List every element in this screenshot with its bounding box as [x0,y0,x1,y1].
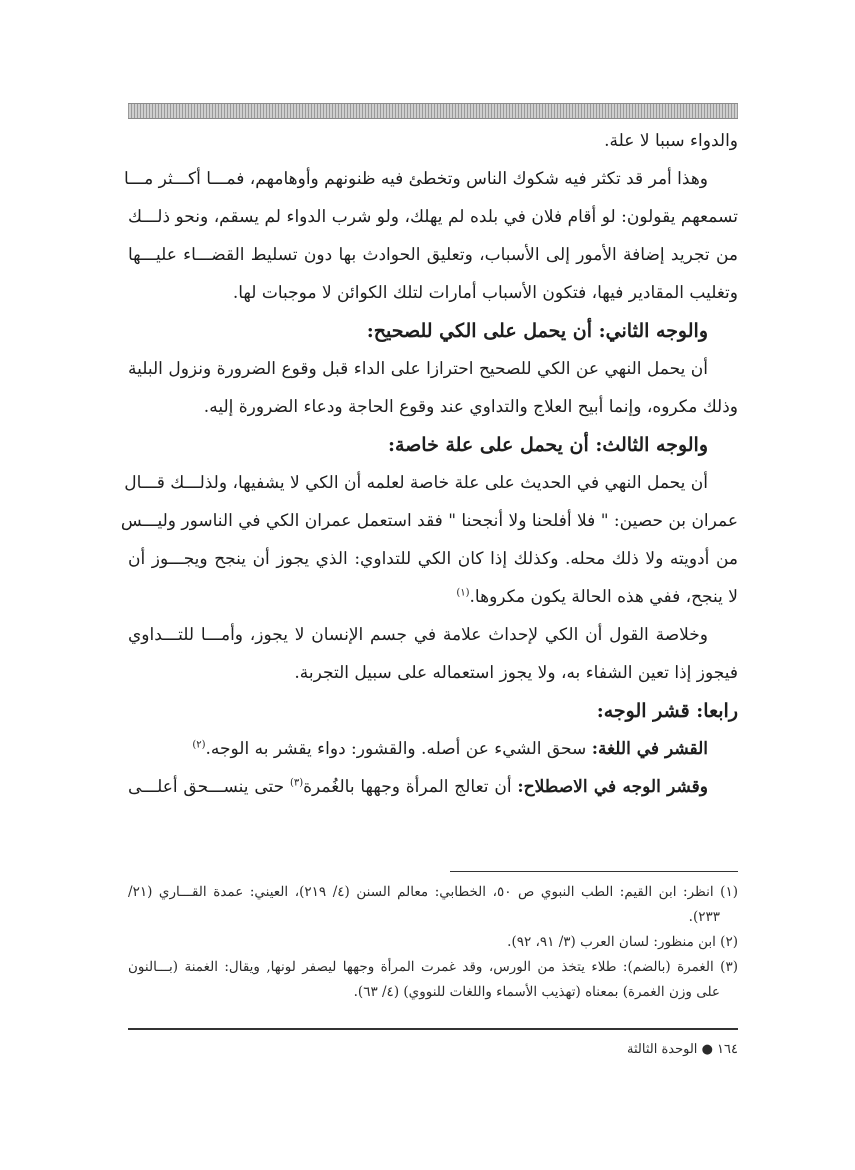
footnote-1 [128,880,738,930]
page-number: ١٦٤ [717,1042,738,1057]
footnote-line: (٢) ابن منظور: لسان العرب (٣/ ٩١، ٩٢). [507,934,738,950]
footnote-line: (١) انظر: ابن القيم: الطب النبوي ص ٥٠، الخطابي: معالم السنن (٤/ ٢١٩)، العيني: عمدة القـــاري (٢١/ [128,884,738,900]
footnote-3 [128,955,738,1005]
text-line: من تجريد إضافة الأمور إلى الأسباب، وتعليق الحوادث بها دون تسليط القضـــاء عليـــها [128,245,738,265]
text-line: وتغليب المقادير فيها، فتكون الأسباب أمارات لتلك الكوائن لا موجبات لها. [232,283,738,303]
header-band [128,103,738,119]
paragraph-5: القشر في اللغة: سحق الشيء عن أصله. والقشور: دواء يقشر به الوجه.$^{(٢)}$ [192,739,708,759]
footnote-line: (٣) الغمرة (بالضم): طلاء يتخذ من الورس، وقد غمرت المرأة وجهها ليصفر لونها, ويقال: الغمنة (بـــالنون [128,959,738,975]
text-line: لا ينجح، ففي هذه الحالة يكون مكروها.$^{(١)}$ [456,587,738,607]
page-footer [560,1042,738,1057]
footnote-line: على وزن الغمرة) بمعناه (تهذيب الأسماء واللغات للنووي) (٤/ ٦٣). [353,984,720,1000]
section-heading-fourth: رابعا: قشر الوجه: [596,700,738,722]
text-line: وخلاصة القول أن الكي لإحداث علامة في جسم الإنسان لا يجوز، وأمـــا للتـــداوي [128,625,708,645]
footnotes [128,880,738,1005]
paragraph-1 [123,160,738,312]
paragraph-3 [120,464,738,616]
section-heading-third: والوجه الثالث: أن يحمل على علة خاصة: [387,434,708,456]
footnote-ref-2: (٢) [192,739,206,751]
bullet-icon: ● [701,1042,713,1057]
text-line: أن يحمل النهي عن الكي للصحيح احترازا على الداء قبل وقوع الضرورة ونزول البلية [128,359,708,379]
paragraph-4 [128,616,738,692]
footnote-2 [128,930,738,955]
paragraph-2 [128,350,738,426]
text-line: من أدويته ولا ذلك محله. وكذلك إذا كان الكي للتداوي: الذي يجوز أن ينجح ويجـــوز أن [128,549,738,569]
footnote-ref-1: (١) [456,587,470,599]
bottom-rule [128,1028,738,1030]
text-line: وهذا أمر قد تكثر فيه شكوك الناس وتخطئ فيه ظنونهم وأوهامهم، فمـــا أكـــثر مـــا [123,169,708,189]
footnote-separator [450,871,738,872]
paragraph-6: وقشر الوجه في الاصطلاح: أن تعالج المرأة وجهها بالغُمرة$^{(٣)}$ حتى ينســـحق أعلـــى [128,777,708,797]
term-label: القشر في اللغة: [591,739,708,759]
text-line: عمران بن حصين: " فلا أفلحنا ولا أنجحنا " فقد استعمل عمران الكي في الناسور وليـــس [120,511,738,531]
paragraph-0: والدواء سببا لا علة. [604,131,738,151]
footnote-ref-3: (٣) [289,777,304,789]
section-heading-second: والوجه الثاني: أن يحمل على الكي للصحيح: [366,320,708,342]
text-line: فيجوز إذا تعين الشفاء به، ولا يجوز استعماله على سبيل التجربة. [294,663,738,683]
text-line: تسمعهم يقولون: لو أقام فلان في بلده لم يهلك، ولو شرب الدواء لم يسقم، ونحو ذلـــك [128,207,738,227]
text-line: أن يحمل النهي في الحديث على علة خاصة لعلمه أن الكي لا يشفيها، ولذلـــك قـــال [124,473,708,493]
unit-title: الوحدة الثالثة [627,1042,698,1057]
term-label: وقشر الوجه في الاصطلاح: [517,777,708,797]
footnote-line: ٢٣٣). [688,909,720,925]
text-line: وذلك مكروه، وإنما أبيح العلاج والتداوي عند وقوع الحاجة ودعاء الضرورة إليه. [203,397,738,417]
main-text [120,122,738,806]
